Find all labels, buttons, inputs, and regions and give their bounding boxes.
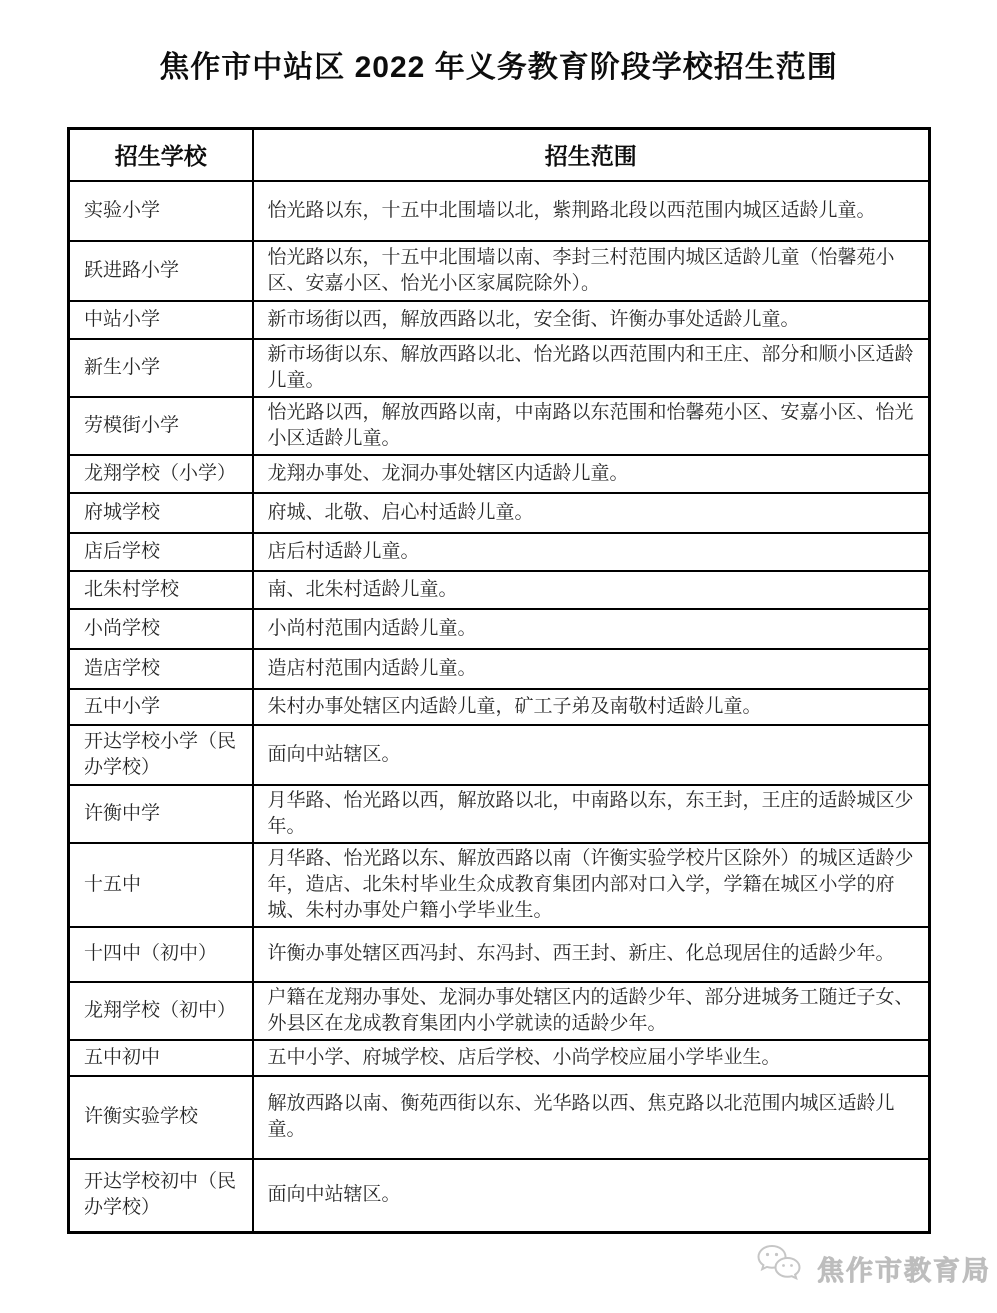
school-range: 龙翔办事处、龙洞办事处辖区内适龄儿童。 xyxy=(253,455,930,493)
school-name: 跃进路小学 xyxy=(69,241,253,301)
table-row xyxy=(69,339,930,397)
school-range: 造店村范围内适龄儿童。 xyxy=(253,649,930,689)
school-range: 月华路、怡光路以西，解放路以北，中南路以东，东王封，王庄的适龄城区少年。 xyxy=(253,785,930,843)
publisher-watermark xyxy=(755,1242,991,1295)
table-row xyxy=(69,609,930,649)
school-name: 劳模街小学 xyxy=(69,397,253,455)
table-row xyxy=(69,455,930,493)
table-row xyxy=(69,725,930,785)
school-range: 许衡办事处辖区西冯封、东冯封、西王封、新庄、化总现居住的适龄少年。 xyxy=(253,927,930,982)
school-name: 龙翔学校（小学） xyxy=(69,455,253,493)
school-range: 南、北朱村适龄儿童。 xyxy=(253,571,930,609)
school-range: 怡光路以东，十五中北围墙以北，紫荆路北段以西范围内城区适龄儿童。 xyxy=(253,181,930,241)
table-header-row xyxy=(69,129,930,181)
school-range: 府城、北敬、启心村适龄儿童。 xyxy=(253,493,930,533)
school-range: 解放西路以南、衡苑西街以东、光华路以西、焦克路以北范围内城区适龄儿童。 xyxy=(253,1076,930,1159)
table-row xyxy=(69,571,930,609)
table-row xyxy=(69,927,930,982)
school-range: 新市场街以东、解放西路以北、怡光路以西范围内和王庄、部分和顺小区适龄儿童。 xyxy=(253,339,930,397)
column-header-range: 招生范围 xyxy=(253,129,930,181)
school-range: 户籍在龙翔办事处、龙洞办事处辖区内的适龄少年、部分进城务工随迁子女、外县区在龙成教育集团内小学就读的适龄少年。 xyxy=(253,982,930,1040)
school-name: 龙翔学校（初中） xyxy=(69,982,253,1040)
table-row xyxy=(69,1159,930,1233)
table-row xyxy=(69,301,930,339)
page-title: 焦作市中站区 2022 年义务教育阶段学校招生范围 xyxy=(159,51,838,84)
school-range: 怡光路以西，解放西路以南，中南路以东范围和怡馨苑小区、安嘉小区、怡光小区适龄儿童。 xyxy=(253,397,930,455)
table-row xyxy=(69,785,930,843)
enrollment-table xyxy=(67,127,931,1234)
school-name: 五中小学 xyxy=(69,689,253,725)
school-range: 店后村适龄儿童。 xyxy=(253,533,930,571)
school-range: 新市场街以西，解放西路以北，安全街、许衡办事处适龄儿童。 xyxy=(253,301,930,339)
school-name: 小尚学校 xyxy=(69,609,253,649)
school-range: 月华路、怡光路以东、解放西路以南（许衡实验学校片区除外）的城区适龄少年，造店、北朱村毕业生众成教育集团内部对口入学，学籍在城区小学的府城、朱村办事处户籍小学毕业生。 xyxy=(253,843,930,927)
table-row xyxy=(69,181,930,241)
school-range: 朱村办事处辖区内适龄儿童，矿工子弟及南敬村适龄儿童。 xyxy=(253,689,930,725)
table-row xyxy=(69,843,930,927)
school-name: 新生小学 xyxy=(69,339,253,397)
school-range: 小尚村范围内适龄儿童。 xyxy=(253,609,930,649)
school-name: 北朱村学校 xyxy=(69,571,253,609)
school-range: 面向中站辖区。 xyxy=(253,1159,930,1233)
school-range: 怡光路以东，十五中北围墙以南、李封三村范围内城区适龄儿童（怡馨苑小区、安嘉小区、怡光小区家属院除外）。 xyxy=(253,241,930,301)
table-row xyxy=(69,982,930,1040)
school-name: 开达学校初中（民办学校） xyxy=(69,1159,253,1233)
school-name: 许衡中学 xyxy=(69,785,253,843)
table-row xyxy=(69,241,930,301)
school-name: 五中初中 xyxy=(69,1040,253,1076)
publisher-name: 焦作市教育局 xyxy=(817,1256,991,1286)
school-range: 面向中站辖区。 xyxy=(253,725,930,785)
table-row xyxy=(69,533,930,571)
school-name: 造店学校 xyxy=(69,649,253,689)
school-name: 十四中（初中） xyxy=(69,927,253,982)
school-name: 十五中 xyxy=(69,843,253,927)
table-row xyxy=(69,397,930,455)
school-name: 中站小学 xyxy=(69,301,253,339)
table-row xyxy=(69,689,930,725)
school-name: 府城学校 xyxy=(69,493,253,533)
table-row xyxy=(69,649,930,689)
school-name: 许衡实验学校 xyxy=(69,1076,253,1159)
school-name: 开达学校小学（民办学校） xyxy=(69,725,253,785)
school-name: 店后学校 xyxy=(69,533,253,571)
table-row xyxy=(69,493,930,533)
school-range: 五中小学、府城学校、店后学校、小尚学校应届小学毕业生。 xyxy=(253,1040,930,1076)
column-header-school: 招生学校 xyxy=(69,129,253,181)
table-row xyxy=(69,1076,930,1159)
table-row xyxy=(69,1040,930,1076)
school-name: 实验小学 xyxy=(69,181,253,241)
chat-bubbles-icon xyxy=(755,1242,809,1295)
